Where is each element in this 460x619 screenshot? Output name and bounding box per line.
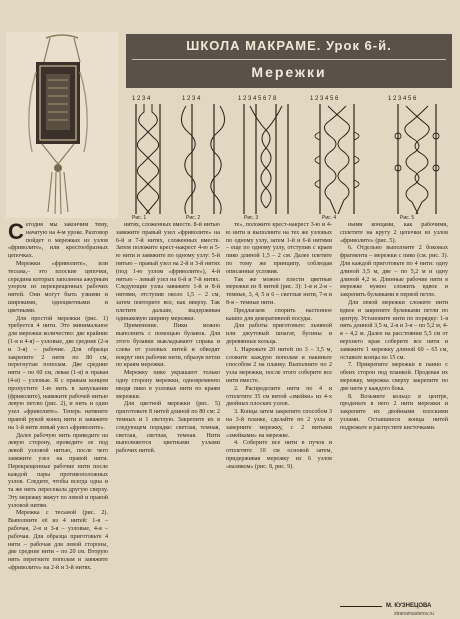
drop-cap: С	[8, 222, 24, 244]
source-watermark: stranamasterov.ru	[394, 611, 434, 617]
paragraph: егодня мы закончим тему, начатую на 4-м уроке. Разговор пойдет о мережках из узлов «фриволите», или крестообразных цепочках.	[8, 222, 108, 260]
figure-2-diagram	[181, 96, 224, 220]
figure-1-diagram	[132, 96, 160, 220]
paragraph: Для цветной мережки (рис. 5) приготовьте 8 нитей длиной по 80 см: 2 темных и 1 светлую. Закрепите их в следующем порядке: светлая, темная, светлая, светлая, темная. Нити выполняются цветными узлами рабочих нитей.	[116, 401, 220, 455]
figure-3-diagram	[238, 96, 288, 220]
figure-4-numbers: 1 2 3 4 5 6	[310, 96, 339, 102]
paragraph: Так же можно плести цветные мережки из 8 нитей (рис. 3): 1-я и 2-я – темные, 3, 4, 5 и 6 – светлые нити, 7-я и 8-я – темные нити.	[226, 276, 332, 306]
paragraph: Для работы приготовьте: льняной или джутовый шпагат, бусины и деревянные кольца.	[226, 323, 332, 345]
paragraph: 1. Нарежьте 20 нитей по 3 – 3,5 м, сложите каждую пополам и накиньте способом 2 на планку. Выполните по 2 узла мережки, после этого соберите все нити вместе.	[226, 346, 332, 384]
knot-diagrams	[126, 92, 452, 220]
lesson-banner	[126, 34, 452, 88]
paragraph: Применение. Пики можно выполнить с помощью булавок. Для этого булавки выкладывают справа и слева от узловых нитей и обводят вокруг них рабочие нити, образуя петли по краям мережки.	[116, 323, 220, 369]
paragraph: Далее рабочую нить приведите на левую сторону, проведите ее под левой узловой нитью, после чего завяжите узел на правой нити. Перекрещенные рабочие нити после каждой пары противоположных узлов. Следите, чтобы всегда одна и та же нить пересекала другую сверху. Эту мережку вяжут по левой и правой узловой нитям.	[8, 432, 108, 509]
paragraph: 6. Отдельно выполните 2 боковых фрагмента – мережки с пико (см. рис. 3). Для каждой приготовьте по 4 нити: одну длиной 3,5 м, две – по 5,2 м и одну длиной 4,2 м. Длинные рабочие нити в мережке нужно сложить вдвое и закрепить булавками в первой петле.	[340, 245, 448, 299]
text-column-3	[226, 222, 332, 608]
paragraph: Мережки «фриволите», или тесьма,– это плоские цепочки, середина которых заполнена ажурным узором из перекрещенных рабочих нитей. Они могут быть узкими и широкими, одноцветными и цветными.	[8, 260, 108, 314]
figure-1-numbers: 1 2 3 4	[132, 96, 151, 102]
banner-divider	[132, 59, 446, 60]
author-signature: М. КУЗНЕЦОВА	[386, 603, 432, 609]
figure-3-label: Рис. 3	[244, 215, 259, 220]
figure-2-label: Рис. 2	[186, 215, 201, 220]
figure-5-numbers: 1 2 3 4 5 6	[388, 96, 417, 102]
text-column-1	[8, 222, 108, 608]
figure-2-numbers: 1 2 3 4	[182, 96, 201, 102]
lesson-subtitle: Мережки	[251, 64, 327, 80]
paragraph: 4. Соберите все нити в пучок и отплетите 10 см основой затем, придерживая мережку из 6 узлов «валиком» (рис. 8, рис. 9).	[226, 440, 332, 470]
paragraph: Предлагаем спорить настенное кашпо для декоративной посуды.	[226, 307, 332, 322]
paragraph: Мережка с тесьмой (рис. 2). Выполните её из 4 нитей: 1-я – рабочая, 2-я и 3-я – узловые, 4-я – рабочая. Для образца приготовьте 4 нити – рабочая для левой стороны, две средние нити – по 20 см. Вторую нить перегните пополам и завяжите «фриволите» на 2-й и 3-й нитях.	[8, 510, 108, 572]
figure-5-label: Рис. 5	[400, 215, 415, 220]
macrame-photo	[6, 32, 118, 218]
figure-3-numbers: 1 2 3 4 5 6 7 8	[238, 96, 277, 102]
lesson-title: ШКОЛА МАКРАМЕ. Урок 6-й.	[186, 38, 392, 53]
paragraph: ными концами, как рабочими, сплетите на кругу 2 цепочки из узлов «фриволите» (рис. 5).	[340, 222, 448, 244]
text-column-4	[340, 222, 448, 608]
figure-1-label: Рис. 1	[132, 215, 147, 220]
paragraph: Для простой мережки (рис. 1) требуется 4 нити. Это минимальное для мережки количество: две крайние (1-я и 4-я) – узловые, две средние (2-я и 3-я) – рабочие. Для образца закрепите 2 нити по 80 см, перегнутые пополам. Две средние нити – по 60 см, левая (1-я) и правая (4-я) – узловые. Я с правым концом пропустите 1-ю нить в запускании (фриволите), навяжите рабочей нитью левую петлю (рис. 2), и нить и один узел «фриволите». Теперь натяните правой рукой конец нити и завяжите на 1-й нити левый узел «фриволите».	[8, 315, 108, 431]
figure-4-diagram	[310, 96, 359, 220]
figure-5-diagram	[388, 96, 439, 220]
paragraph: Для левой мережки сложите нити вдвое и закрепите булавками петли по центру. Установите нити по порядку: 1-я нить длиной 3,5 м, 2-я и 3-я – по 5,2 м, 4-я – 4,2 м. Далее на расстоянии 5,5 см от верхнего края соберите все нити и завяжите 1 мережку длиной 60 – 65 см, оставьте концы по 15 см.	[340, 299, 448, 361]
figure-4-label: Рис. 4	[322, 215, 337, 220]
paragraph: Мережку пико украшают только одну сторону мережки, одновременно вводя пико в узловые нити по краям мережки.	[116, 370, 220, 400]
paragraph: 2. Распределите нити по 4 и отплетите 35 см витой «змейки» из 4-х двойных плоских узлов.	[226, 385, 332, 408]
paragraph: те», положите крест-накрест 3-ю и 4-ю нити и выполните на тех же узловых по одному узлу, затем 1-й и 6-й нитями – еще по одному узлу, отступив с краев пико длиной 1,5 – 2 см. Далее плетите по тому же принципу, соблюдая описанные условия.	[226, 222, 332, 275]
text-column-2	[116, 222, 220, 608]
paragraph: 3. Концы затем закрепите способом 3 на 3-й планке, сделайте по 2 узла и заверните мережку, с 2 витыми «змейками» на мережке.	[226, 409, 332, 439]
paragraph: нитях, сложенных вместе. 8-й нитью завяжите правый узел «фриволите» на 6-й и 7-й нитях, сложенных вместе. Затем положите крест-накрест 4-ю и 5-ю нити и завяжите по одному узлу: 5-й нитью – правый узел на 2-й и 3-й нитях (под 1-ю узлом «фриволите»), 4-й нитью – левый узел на 6-й и 7-й нитях. Следующие узлы завяжите 1-й и 8-й нитями, отступив около 1,5 – 2 см, затем повторите все, как вверху. Так плетите дальше, выдерживая одинаковую ширину мережки.	[116, 222, 220, 322]
paragraph: 7. Прикрепите мережки в панно с обеих сторон под планкой. Продевая их мережку, мережка сверху закрепите по две нити у каждого бока.	[340, 362, 448, 392]
paragraph: 8. Возьмите кольцо в центре, проденьте в него 2 нити мережки и закрепите их двойными плоскими узлами. Оставшиеся концы нитей подрежьте и распустите кисточками.	[340, 393, 448, 431]
